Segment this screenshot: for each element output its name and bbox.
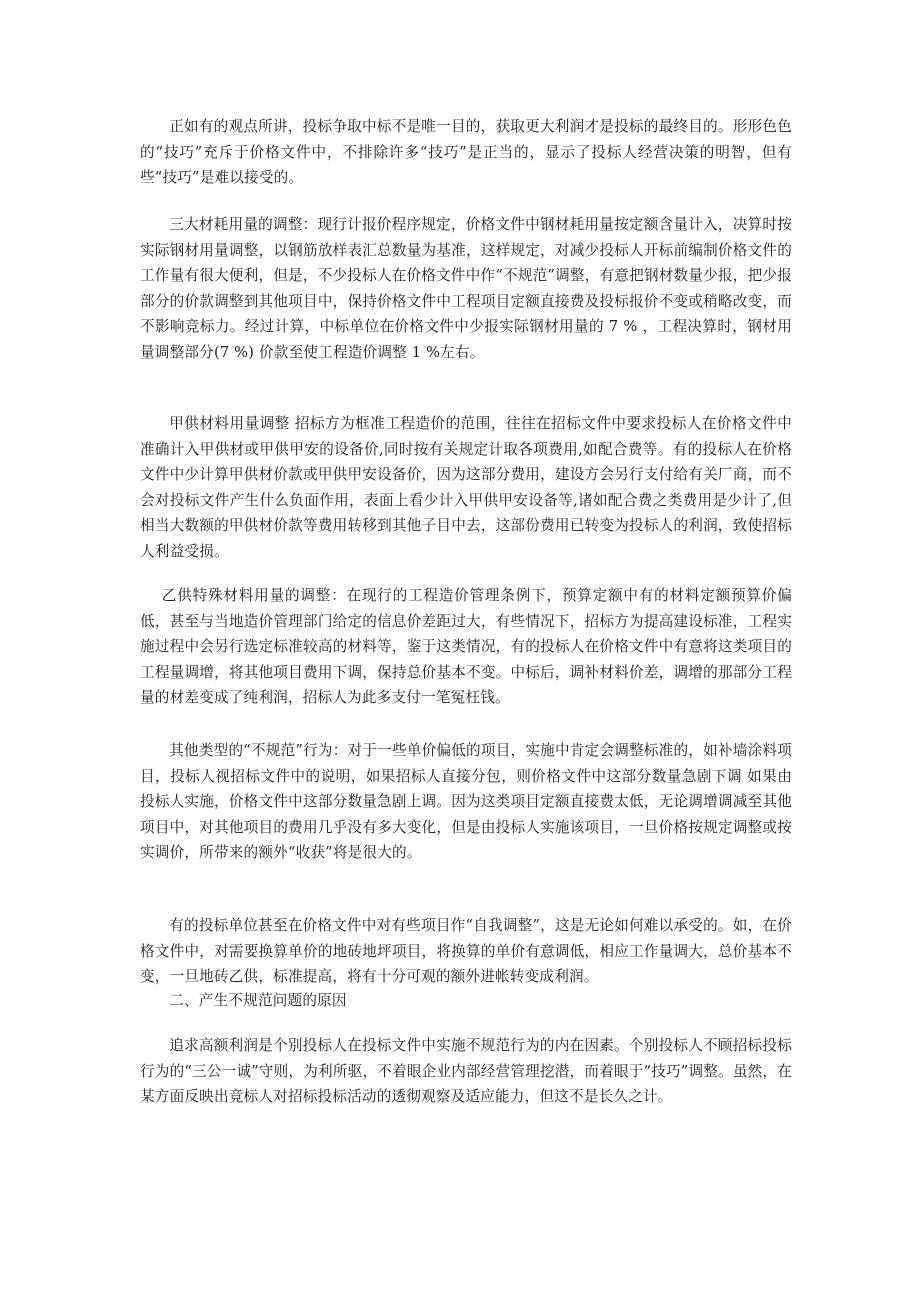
paragraph-2: 三大材耗用量的调整：现行计报价程序规定，价格文件中钢材耗用量按定额含量计入，决算时按实际钢材用量调整，以钢筋放样表汇总数量为基准，这样规定，对减少投标人开标前编制价格文件的工作量有很大便利，但是，不少投标人在价格文件中作“不规范”调整，有意把钢材数量少报，把少报部分的价款调整到其他项目中，保持价格文件中工程项目定额直接费及投标报价不变或稍略改变，而不影响竞标力。经过计算，中标单位在价格文件中少报实际钢材用量的 7 % ，工程决算时，钢材用量调整部分(7 %) 价款至使工程造价调整 1 %左右。 bbox=[140, 216, 792, 361]
paragraph-8: 追求高额利润是个别投标人在投标文件中实施不规范行为的内在因素。个别投标人不顾招标投标行为的“三公一诚”守则，为利所驱，不着眼企业内部经营管理挖潜，而着眼于“技巧”调整。虽然，在某方面反映出竞标人对招标投标活动的透彻观察及适应能力，但这不是长久之计。 bbox=[140, 1037, 792, 1106]
paragraph-3: 甲供材料用量调整 招标方为框准工程造价的范围，往往在招标文件中要求投标人在价格文件中准确计入甲供材或甲供甲安的设备价,同时按有关规定计取各项费用,如配合费等。有的投标人在价格文件中少计算甲供材价款或甲供甲安设备价，因为这部分费用，建设方会另行支付给有关厂商，而不会对投标文件产生什么负面作用，表面上看少计入甲供甲安设备等,诸如配合费之类费用是少计了,但相当大数额的甲供材价款等费用转移到其他子目中去，这部份费用已转变为投标人的利润，致使招标人利益受损。 bbox=[140, 415, 792, 560]
paragraph-4: 乙供特殊材料用量的调整：在现行的工程造价管理条例下，预算定额中有的材料定额预算价偏低，甚至与当地造价管理部门给定的信息价差距过大，有些情况下，招标方为提高建设标准，工程实施过程中会另行选定标准较高的材料等，鉴于这类情况，有的投标人在价格文件中有意将这类项目的工程量调增，将其他项目费用下调，保持总价基本不变。中标后，调补材料价差，调增的那部分工程量的材差变成了纯利润，招标人为此多支付一笔冤枉钱。 bbox=[140, 587, 792, 707]
paragraph-1: 正如有的观点所讲，投标争取中标不是唯一目的，获取更大利润才是投标的最终目的。形形色色的“技巧”充斥于价格文件中，不排除许多“技巧”是正当的，显示了投标人经营决策的明智，但有些“技巧”是难以接受的。 bbox=[140, 118, 792, 187]
paragraph-6: 有的投标单位甚至在价格文件中对有些项目作“自我调整”，这是无论如何难以承受的。如，在价格文件中，对需要换算单价的地砖地坪项目，将换算的单价有意调低，相应工作量调大，总价基本不变，一旦地砖乙供，标准提高，将有十分可观的额外进帐转变成利润。 bbox=[140, 917, 792, 986]
section-heading: 二、产生不规范问题的原因 bbox=[169, 992, 347, 1009]
paragraph-5: 其他类型的“不规范”行为：对于一些单价偏低的项目，实施中肯定会调整标准的，如补墙涂料项目，投标人视招标文件中的说明，如果招标人直接分包，则价格文件中这部分数量急剧下调 如果由投标人实施，价格文件中这部分数量急剧上调。因为这类项目定额直接费太低，无论调增调减至其他项目中，对其他项目的费用几乎没有多大变化，但是由投标人实施该项目，一旦价格按规定调整或按实调价，所带来的额外“收获”将是很大的。 bbox=[140, 742, 792, 862]
